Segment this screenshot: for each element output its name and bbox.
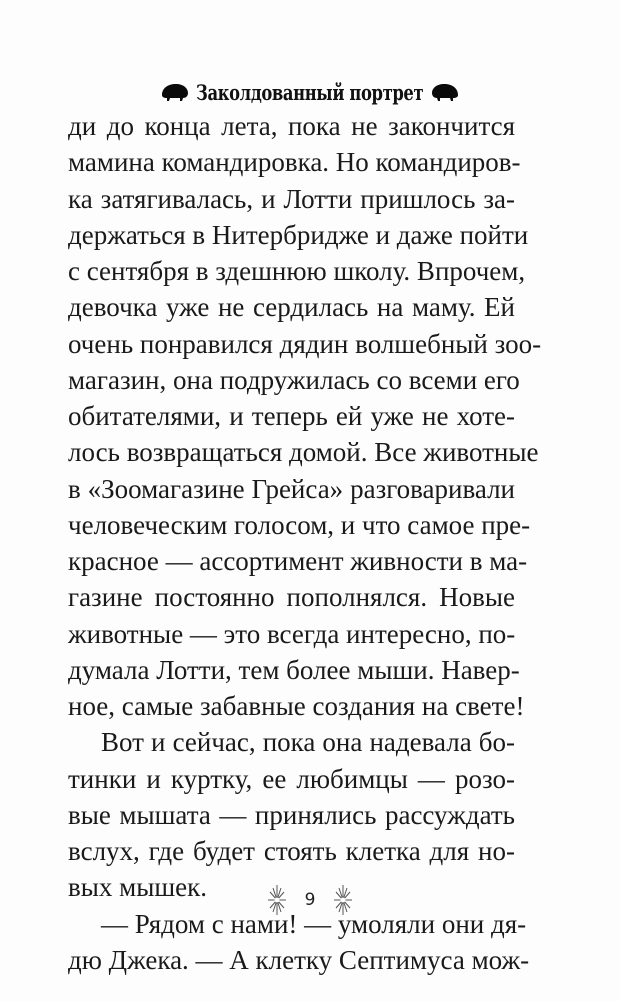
text-line: мамина командировка. Но командиров- xyxy=(68,147,521,178)
sparkle-star-icon xyxy=(333,884,353,916)
text-line: дю Джека. — А клетку Септимуса мож- xyxy=(68,944,530,975)
page-body-text xyxy=(68,108,542,978)
text-line: лось возвращаться домой. Все животные xyxy=(68,437,539,468)
sparkle-star-icon xyxy=(267,884,287,916)
page-folio xyxy=(0,884,620,916)
text-line-paragraph-end: вых мышек. xyxy=(68,872,208,903)
text-line: газине постоянно пополнялся. Новые xyxy=(68,582,515,613)
text-line: вые мышата — принялись рассуждать xyxy=(68,799,515,830)
text-line: магазин, она подружилась со всеми его xyxy=(68,364,520,395)
text-line: держаться в Нитербридже и даже пойти xyxy=(68,219,529,250)
text-line: с сентября в здешнюю школу. Впрочем, xyxy=(68,256,526,286)
text-line: думала Лотти, тем более мыши. Навер- xyxy=(68,654,520,685)
guinea-pig-silhouette-icon xyxy=(160,82,190,102)
guinea-pig-silhouette-icon xyxy=(430,82,460,102)
text-line-paragraph-end: ное, самые забавные создания на свете! xyxy=(68,691,525,721)
text-line: ка затягивалась, и Лотти пришлось за- xyxy=(68,183,515,214)
text-line: красное — ассортимент живности в ма- xyxy=(68,546,528,576)
text-line: в «Зоомагазине Грейса» разговаривали xyxy=(68,473,515,504)
text-line: вслух, где будет стоять клетка для но- xyxy=(68,836,515,866)
page-number: 9 xyxy=(304,890,316,910)
text-line: тинки и куртку, ее любимцы — розо- xyxy=(68,763,515,794)
text-line-paragraph-start: Вот и сейчас, пока она надевала бо- xyxy=(101,727,515,758)
text-line: очень понравился дядин волшебный зоо- xyxy=(68,328,542,359)
text-line: животные — это всегда интересно, по- xyxy=(68,618,516,649)
text-line: обитателями, и теперь ей уже не хоте- xyxy=(68,401,515,431)
running-head xyxy=(0,72,620,112)
text-line-paragraph-start: — Рядом с нами! — умоляли они дя- xyxy=(101,908,527,939)
book-title: Заколдованный портрет xyxy=(196,79,424,105)
text-line: человеческим голосом, и что самое пре- xyxy=(68,509,531,540)
text-line: девочка уже не сердилась на маму. Ей xyxy=(68,292,515,323)
text-line: ди до конца лета, пока не закончится xyxy=(68,111,515,141)
